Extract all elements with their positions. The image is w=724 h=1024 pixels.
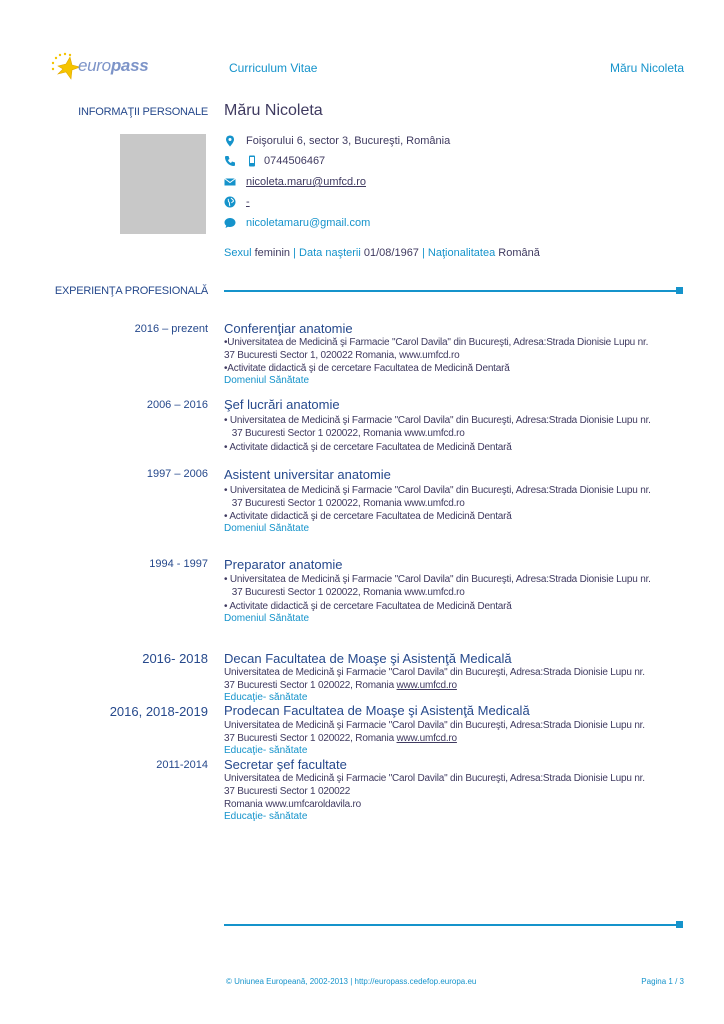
job-date: 2011-2014 [156, 759, 208, 771]
im-text: nicoletamaru@gmail.com [246, 217, 371, 229]
job-line: • Activitate didactică şi de cercetare Facultatea de Medicină Dentară [224, 601, 512, 612]
job-date: 2006 – 2016 [146, 399, 208, 411]
bottom-rule-end [676, 921, 683, 928]
job-line: Romania www.umfcaroldavila.ro [224, 799, 362, 810]
separator-2: | [422, 247, 425, 259]
phone-icon [224, 155, 236, 167]
separator-1: | [293, 247, 296, 259]
mobile-icon [246, 155, 258, 167]
job-domain: Domeniul Sănătate [224, 613, 310, 624]
footer-page-number: Pagina 1 / 3 [641, 977, 684, 986]
full-name: Măru Nicoleta [224, 102, 323, 119]
job-line: Universitatea de Medicină şi Farmacie "Carol Davila" din Bucureşti, Adresa:Strada Dionisie Lupu nr. [224, 667, 645, 678]
sex-value: feminin [254, 247, 291, 259]
section-rule-end [676, 287, 683, 294]
dob-value: 01/08/1967 [363, 247, 419, 259]
website-link[interactable]: - [246, 196, 250, 208]
job-line: 37 Bucuresti Sector 1 020022, Romania www.umfcd.ro [224, 587, 465, 598]
job-date: 2016, 2018-2019 [109, 704, 208, 719]
bottom-rule [224, 924, 676, 926]
job-date: 2016- 2018 [142, 651, 208, 666]
job-domain: Domeniul Sănătate [224, 523, 310, 534]
job-domain: Educaţie- sănătate [224, 745, 308, 756]
chat-bubble-icon [224, 217, 236, 229]
job-title: Preparator anatomie [224, 557, 343, 572]
job-line: 37 Bucuresti Sector 1, 020022 Romania, www.umfcd.ro [224, 350, 460, 361]
job-date: 2016 – prezent [134, 323, 208, 335]
europass-logo-text: europass [78, 56, 149, 75]
job-title: Conferenţiar anatomie [224, 321, 353, 336]
phone-text: 0744506467 [264, 155, 326, 167]
email-link[interactable]: nicoleta.maru@umfcd.ro [246, 176, 366, 188]
job-title: Şef lucrări anatomie [224, 397, 340, 412]
nationality-label: Naţionalitatea [427, 247, 496, 259]
job-line: 37 Bucuresti Sector 1 020022, Romania www.umfcd.ro [224, 498, 465, 509]
footer-copyright: © Uniunea Europeană, 2002-2013 | http://europass.cedefop.europa.eu [226, 977, 477, 986]
header-doc-title: Curriculum Vitae [229, 61, 318, 75]
job-line: Universitatea de Medicină şi Farmacie "Carol Davila" din Bucureşti, Adresa:Strada Dionisie Lupu nr. [224, 720, 645, 731]
job-line-with-link: 37 Bucuresti Sector 1 020022, Romania www.umfcd.ro [224, 680, 457, 691]
job-title: Decan Facultatea de Moaşe şi Asistenţă Medicală [224, 651, 512, 666]
job-domain: Domeniul Sănătate [224, 375, 310, 386]
job-title: Asistent universitar anatomie [224, 467, 391, 482]
job-line: •Activitate didactică şi de cercetare Facultatea de Medicină Dentară [224, 363, 510, 374]
job-line: • Universitatea de Medicină şi Farmacie "Carol Davila" din Bucureşti, Adresa:Strada Dionisie Lupu nr. [224, 485, 651, 496]
location-pin-icon [224, 135, 236, 147]
nationality-value: Română [498, 247, 540, 259]
photo-placeholder [120, 134, 206, 234]
job-line: •Universitatea de Medicină şi Farmacie "Carol Davila" din Bucureşti, Adresa:Strada Dionisie Lupu nr. [224, 337, 649, 348]
job-title: Secretar şef facultate [224, 757, 347, 772]
job-line: • Activitate didactică şi de cercetare Facultatea de Medicină Dentară [224, 442, 512, 453]
job-date: 1994 - 1997 [149, 558, 208, 570]
job-line: Universitatea de Medicină şi Farmacie "Carol Davila" din Bucureşti, Adresa:Strada Dionisie Lupu nr. [224, 773, 645, 784]
job-title: Prodecan Facultatea de Moaşe şi Asistenţă Medicală [224, 703, 530, 718]
job-domain: Educaţie- sănătate [224, 811, 308, 822]
job-date: 1997 – 2006 [146, 468, 208, 480]
personal-details-line [224, 247, 540, 259]
contact-address [224, 135, 450, 147]
job-line: • Universitatea de Medicină şi Farmacie "Carol Davila" din Bucureşti, Adresa:Strada Dionisie Lupu nr. [224, 574, 651, 585]
header-person-name: Măru Nicoleta [609, 61, 684, 75]
job-line: 37 Bucuresti Sector 1 020022, Romania www.umfcd.ro [224, 428, 465, 439]
contact-im [224, 217, 370, 229]
contact-website [224, 196, 250, 208]
sex-label: Sexul [224, 247, 252, 259]
website-link[interactable]: www.umfcd.ro [396, 680, 457, 691]
contact-email [224, 176, 366, 188]
section-rule [224, 290, 676, 292]
job-domain: Educaţie- sănătate [224, 692, 308, 703]
dob-label: Data naşterii [299, 247, 361, 259]
contact-phone [224, 155, 325, 167]
job-line: 37 Bucuresti Sector 1 020022 [224, 786, 351, 797]
globe-icon [224, 196, 236, 208]
job-line: • Activitate didactică şi de cercetare Facultatea de Medicină Dentară [224, 511, 512, 522]
section-personal-label: INFORMAŢII PERSONALE [78, 106, 208, 118]
address-text: Foişorului 6, sector 3, Bucureşti, România [246, 135, 451, 147]
email-icon [224, 176, 236, 188]
job-line: • Universitatea de Medicină şi Farmacie "Carol Davila" din Bucureşti, Adresa:Strada Dionisie Lupu nr. [224, 415, 651, 426]
section-experience-label: EXPERIENŢA PROFESIONALĂ [54, 285, 208, 297]
website-link[interactable]: www.umfcd.ro [396, 733, 457, 744]
job-line-with-link: 37 Bucuresti Sector 1 020022, Romania www.umfcd.ro [224, 733, 457, 744]
